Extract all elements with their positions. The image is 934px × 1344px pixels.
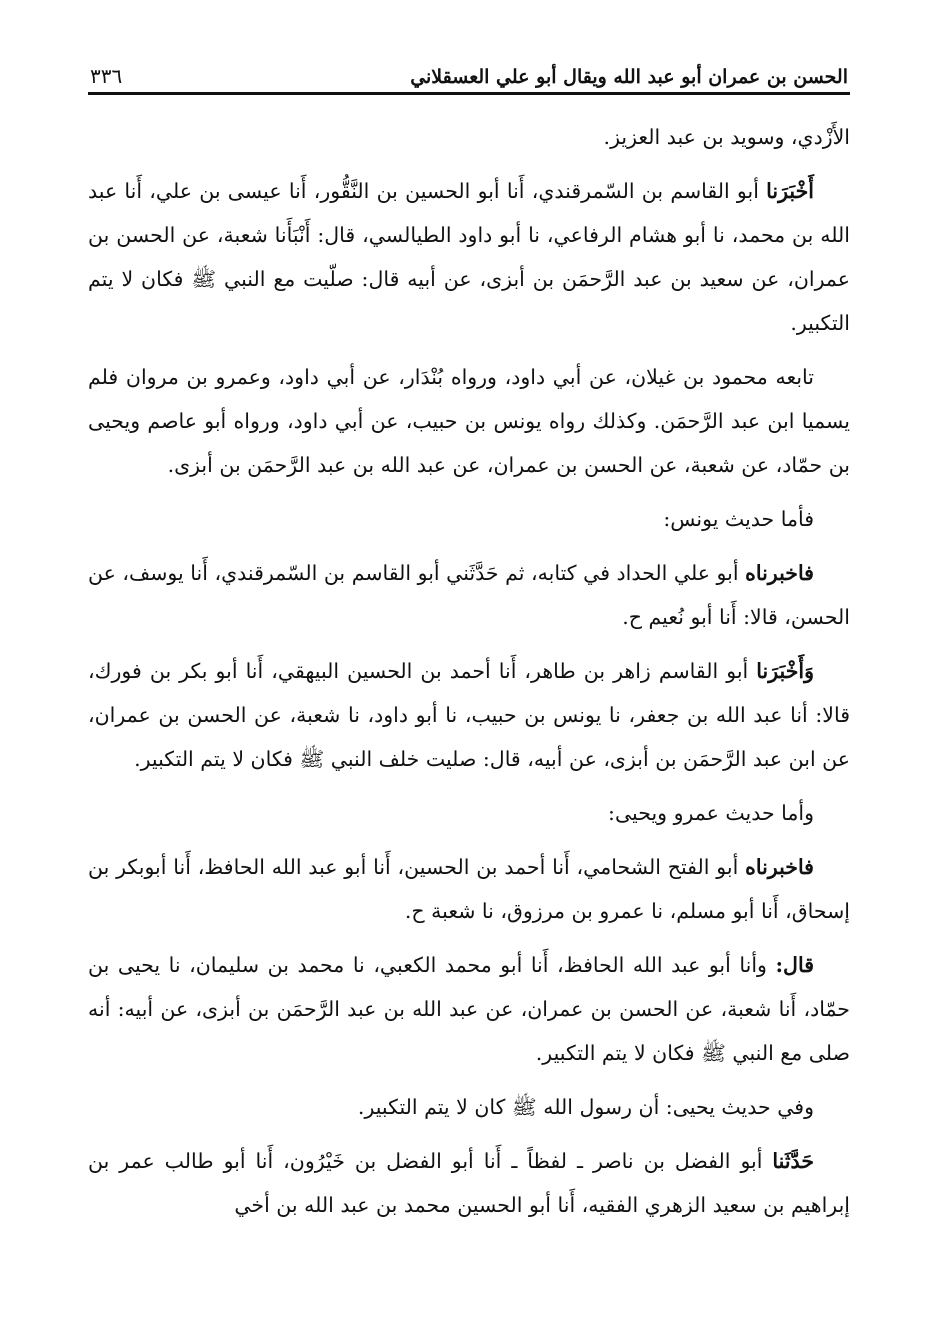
paragraph-text: أبو علي الحداد في كتابه، ثم حَدَّثَني أبو القاسم بن السّمرقندي، أَنا يوسف، عن الحسن، قالا: أَنا أبو نُعيم ح.: [88, 561, 850, 629]
narration-lead-word: قال:: [775, 953, 814, 977]
paragraph: [88, 497, 850, 541]
paragraph: [88, 355, 850, 487]
book-page: [88, 52, 850, 1237]
paragraph-text: وأنا أبو عبد الله الحافظ، أَنا أبو محمد الكعبي، نا محمد بن سليمان، نا يحيى بن حمّاد، أَنا شعبة، عن الحسن بن عمران، عن عبد الله بن عبد الرَّحمَن بن أبزى، عن أبيه: أنه صلى مع النبي ﷺ فكان لا يتم التكبير.: [88, 953, 850, 1065]
page-header: [88, 52, 850, 95]
narration-lead-word: فاخبرناه: [745, 561, 814, 585]
paragraph: [88, 551, 850, 639]
paragraph: [88, 169, 850, 345]
narration-lead-word: وَأَخْبَرَنا: [756, 659, 814, 683]
paragraph-text: وفي حديث يحيى: أن رسول الله ﷺ كان لا يتم التكبير.: [357, 1095, 814, 1119]
paragraph-text: تابعه محمود بن غيلان، عن أبي داود، ورواه بُنْدَار، عن أبي داود، وعمرو بن مروان فلم يسميا ابن عبد الرَّحمَن. وكذلك رواه يونس بن حبيب، عن أبي داود، ورواه أبو عاصم ويحيى بن حمّاد، عن شعبة، عن الحسن بن عمران، عن عبد الله بن عبد الرَّحمَن بن أبزى.: [88, 365, 850, 477]
paragraph-text: وأما حديث عمرو ويحيى:: [608, 801, 814, 825]
narration-lead-word: فاخبرناه: [745, 855, 814, 879]
paragraph-text: فأما حديث يونس:: [663, 507, 814, 531]
paragraph: [88, 115, 850, 159]
paragraph-text: الأَزْدي، وسويد بن عبد العزيز.: [603, 125, 850, 149]
paragraph-text: أبو الفتح الشحامي، أَنا أحمد بن الحسين، أَنا أبو عبد الله الحافظ، أَنا أبوبكر بن إسحاق، أَنا أبو مسلم، نا عمرو بن مرزوق، نا شعبة ح.: [88, 855, 850, 923]
paragraph-text: أبو القاسم بن السّمرقندي، أَنا أبو الحسين بن النَّقُّور، أَنا عيسى بن علي، أَنا عبد الله بن محمد، نا أبو هشام الرفاعي، نا أبو داود الطيالسي، قال: أَنْبَأَنا شعبة، عن الحسن بن عمران، عن سعيد بن عبد الرَّحمَن بن أبزى، عن أبيه قال: صلّيت مع النبي ﷺ فكان لا يتم التكبير.: [88, 179, 850, 335]
paragraph: [88, 943, 850, 1075]
running-title: الحسن بن عمران أبو عبد الله ويقال أبو علي العسقلاني: [410, 66, 848, 88]
page-body: [88, 95, 850, 1227]
paragraph: [88, 1139, 850, 1227]
narration-lead-word: حَدَّثَنا: [772, 1149, 814, 1173]
paragraph-text: أبو القاسم زاهر بن طاهر، أَنا أحمد بن الحسين البيهقي، أَنا أبو بكر بن فورك، قالا: أنا عبد الله بن جعفر، نا يونس بن حبيب، نا أبو داود، نا شعبة، عن الحسن بن عمران، عن ابن عبد الرَّحمَن بن أبزى، عن أبيه، قال: صليت خلف النبي ﷺ فكان لا يتم التكبير.: [88, 659, 850, 771]
paragraph: [88, 845, 850, 933]
narration-lead-word: أَخْبَرَنا: [766, 179, 814, 203]
paragraph: [88, 791, 850, 835]
page-number: ٣٣٦: [90, 64, 123, 88]
paragraph: [88, 649, 850, 781]
paragraph: [88, 1085, 850, 1129]
paragraph-text: أبو الفضل بن ناصر ـ لفظاً ـ أَنا أبو الفضل بن خَيْرُون، أَنا أبو طالب عمر بن إبراهيم بن سعيد الزهري الفقيه، أَنا أبو الحسين محمد بن عبد الله بن أخي: [88, 1149, 850, 1217]
